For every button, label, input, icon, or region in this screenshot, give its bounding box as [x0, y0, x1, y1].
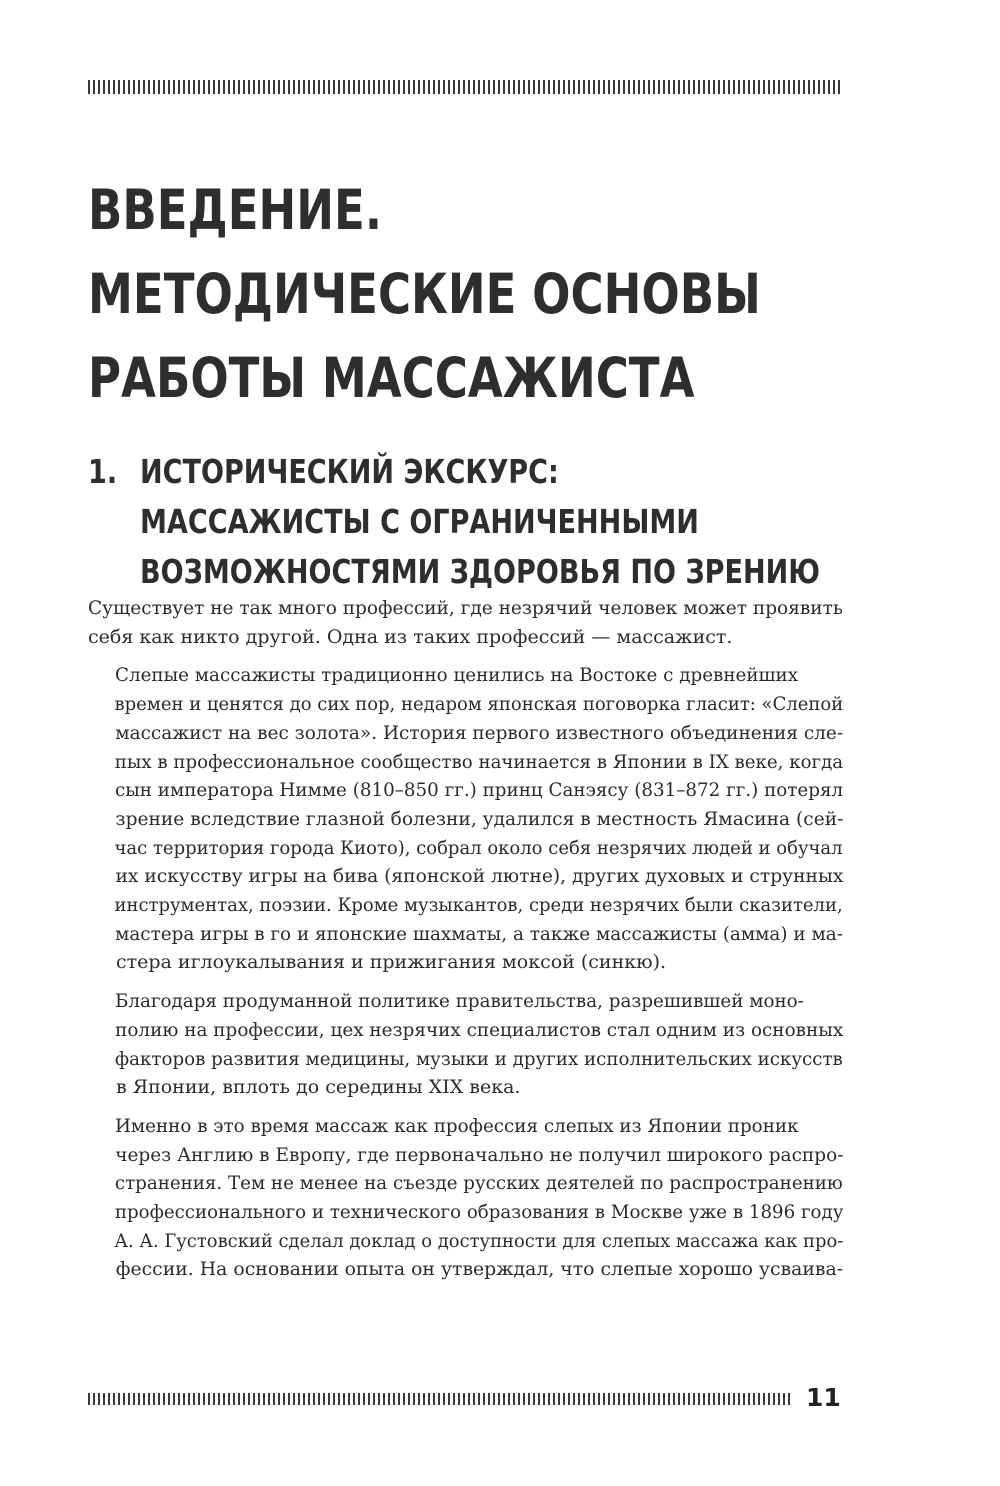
body-text	[88, 594, 843, 1294]
text-line: зрение вследствие глазной болезни, удалился в местность Ямасина (сей-	[115, 807, 844, 830]
text-line: их искусству игры на бива (японской лютне), других духовых и струнных	[115, 865, 844, 888]
section-title-line-1: ИСТОРИЧЕСКИЙ ЭКСКУРС:	[140, 452, 559, 491]
text-line: полию на профессии, цех незрячих специалистов стал одним из основных	[115, 1018, 844, 1041]
chapter-title-line-3: РАБОТЫ МАССАЖИСТА	[88, 346, 695, 410]
bottom-decorative-rule	[88, 1393, 792, 1405]
text-line: Существует не так много профессий, где незрячий человек может проявить	[88, 597, 843, 619]
top-decorative-rule	[88, 80, 842, 94]
text-line: пых в профессиональное сообщество начинается в Японии в IX веке, когда	[114, 750, 844, 773]
text-line: стера иглоукалывания и прижигания моксой (синкю).	[116, 951, 667, 974]
text-line: Благодаря продуманной политике правительства, разрешившей моно-	[114, 990, 804, 1013]
text-line: через Англию в Европу, где первоначально не получил широкого распро-	[115, 1143, 844, 1166]
paragraph-3	[88, 987, 843, 1102]
paragraph-4	[88, 1112, 843, 1284]
section-title-line-2: МАССАЖИСТЫ С ОГРАНИЧЕННЫМИ	[140, 502, 699, 541]
paragraph-2	[88, 661, 843, 977]
paragraph-1	[88, 594, 843, 651]
text-line: мастера игры в го и японские шахматы, а также массажисты (амма) и ма-	[115, 922, 843, 945]
text-line: себя как никто другой. Одна из таких профессий — массажист.	[88, 625, 733, 648]
text-line: массажист на вес золота». История первого известного объединения сле-	[115, 721, 844, 744]
text-line: сын императора Нимме (810–850 гг.) принц Санэясу (831–872 гг.) потерял	[114, 779, 844, 802]
section-title-line-3: ВОЗМОЖНОСТЯМИ ЗДОРОВЬЯ ПО ЗРЕНИЮ	[140, 552, 821, 591]
chapter-title	[88, 168, 761, 420]
text-line: инструментах, поэзии. Кроме музыкантов, среди незрячих были сказители,	[114, 894, 843, 917]
text-line: в Японии, вплоть до середины XIX века.	[116, 1076, 521, 1099]
text-line: профессионального и технического образования в Москве уже в 1896 году	[114, 1201, 844, 1224]
text-line: Слепые массажисты традиционно ценились на Востоке с древнейших	[114, 664, 799, 687]
text-line: Именно в это время массаж как профессия слепых из Японии проник	[114, 1114, 799, 1137]
text-line: странения. Тем не менее на съезде русских деятелей по распространению	[114, 1172, 843, 1195]
chapter-title-line-1: ВВЕДЕНИЕ.	[88, 178, 382, 242]
section-number: 1.	[88, 452, 118, 491]
text-line: времен и ценятся до сих пор, недаром японская поговорка гласит: «Слепой	[114, 693, 844, 716]
text-line: факторов развития медицины, музыки и других исполнительских искусств	[114, 1047, 843, 1070]
text-line: час территория города Киото), собрал около себя незрячих людей и обучал	[114, 836, 843, 859]
page-number: 11	[806, 1383, 841, 1412]
section-title	[140, 447, 820, 597]
text-line: фессии. На основании опыта он утверждал, что слепые хорошо усваива-	[115, 1258, 844, 1281]
chapter-title-line-2: МЕТОДИЧЕСКИЕ ОСНОВЫ	[88, 262, 761, 326]
text-line: А. А. Густовский сделал доклад о доступности для слепых массажа как про-	[114, 1229, 844, 1252]
